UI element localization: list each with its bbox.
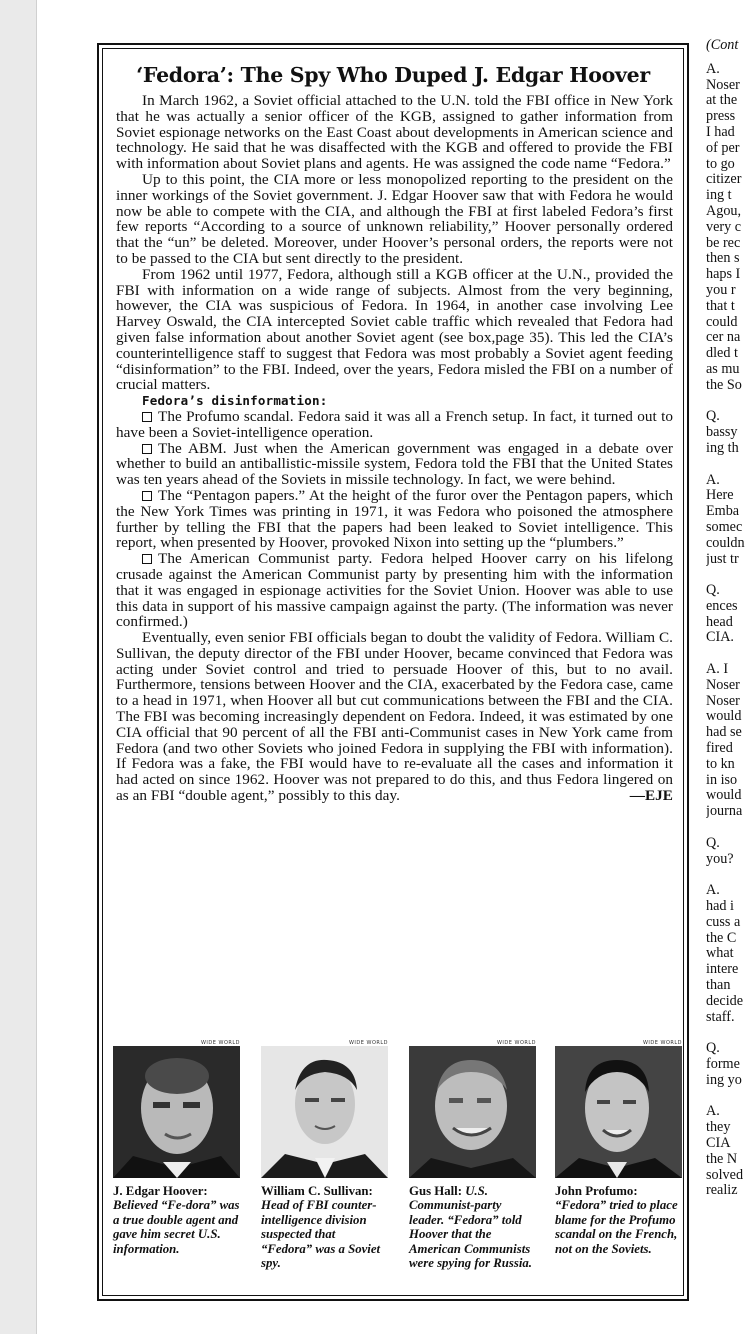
portrait-image	[113, 1046, 240, 1178]
photo-hoover	[113, 1040, 240, 1256]
column-line-fragment: Emba	[706, 503, 740, 520]
column-line-fragment: could	[706, 313, 738, 330]
column-line-fragment: head	[706, 613, 733, 630]
column-line-fragment: ing yo	[706, 1071, 742, 1088]
column-line-fragment: CIA.	[706, 629, 734, 646]
column-line-fragment: to kn	[706, 755, 735, 772]
column-line-fragment	[706, 1025, 750, 1041]
column-line-fragment: A.	[706, 471, 720, 488]
column-line-fragment: had se	[706, 724, 742, 741]
column-line-fragment: in iso	[706, 771, 738, 788]
caption-name: Gus Hall:	[409, 1184, 462, 1198]
caption-text: Believed “Fe-dora” was a true double agent and gave him secret U.S. information.	[113, 1198, 240, 1256]
viewer-gutter	[0, 0, 37, 1334]
bullet-item	[116, 488, 673, 551]
photo-caption	[261, 1184, 388, 1270]
column-line-fragment: the C	[706, 929, 737, 946]
caption-text: “Fedora” tried to place blame for the Profumo scandal on the French, not on the Soviets.	[555, 1198, 678, 1256]
byline: —EJE	[629, 787, 673, 805]
column-line-fragment: Agou,	[706, 202, 742, 219]
paragraph	[116, 630, 673, 804]
column-line-fragment: they	[706, 1119, 731, 1136]
column-line-fragment: Q.	[706, 1040, 720, 1057]
column-line-fragment: as mu	[706, 360, 740, 377]
column-line-fragment: press	[706, 108, 736, 125]
column-line-fragment	[706, 820, 750, 836]
bullet-text: The “Pentagon papers.” At the height of the furor over the Pentagon papers, which the New York Times was printing in 1971, it was Fedora who poisoned the atmosphere further by telling the FBI that the papers had been leaked to Soviet intelligence. This report, when presented by Hoover, provoked Nixon into setting up the “plumbers.”	[116, 486, 673, 552]
portrait-image	[409, 1046, 536, 1178]
column-line-fragment: intere	[706, 961, 739, 978]
column-line-fragment	[706, 457, 750, 473]
photo-credit: WIDE WORLD	[496, 1040, 536, 1046]
photo-credit: WIDE WORLD	[642, 1040, 682, 1046]
caption-name: J. Edgar Hoover:	[113, 1184, 208, 1198]
photo-credit: WIDE WORLD	[348, 1040, 388, 1046]
column-line-fragment: the So	[706, 376, 742, 393]
column-line-fragment: cer na	[706, 329, 741, 346]
checkbox-bullet-icon	[142, 444, 152, 454]
column-line-fragment: just tr	[706, 550, 739, 567]
checkbox-bullet-icon	[142, 491, 152, 501]
column-line-fragment: then s	[706, 250, 740, 267]
paragraph: From 1962 until 1977, Fedora, although still a KGB officer at the U.N., provided the FBI with information on a wide range of subjects. Almost from the very beginning, however, the CIA was suspicious of Fedora. In 1964, in another case involving Lee Harvey Oswald, the CIA intercepted Soviet cable traffic which revealed that Fedora had given false information about another Soviet agent (see box,page 35). This led the CIA’s counterintelligence staff to suggest that Fedora was most probably a Soviet agent feeding “disinformation” to the FBI. Indeed, over the years, Fedora misled the FBI on a number of crucial matters.	[116, 265, 673, 394]
checkbox-bullet-icon	[142, 554, 152, 564]
column-line-fragment: ences	[706, 597, 738, 614]
column-line-fragment: Q.	[706, 582, 720, 599]
column-line-fragment: solved	[706, 1166, 744, 1183]
column-line-fragment: journa	[706, 803, 743, 820]
column-line-fragment: of per	[706, 139, 740, 156]
column-line-fragment	[706, 1089, 750, 1105]
column-line-fragment: the N	[706, 1150, 738, 1167]
column-line-fragment: be rec	[706, 234, 741, 251]
bullet-item	[116, 441, 673, 488]
photo-profumo	[555, 1040, 682, 1256]
column-line-fragment: that t	[706, 297, 735, 314]
column-line-fragment: Q.	[706, 834, 720, 851]
column-line-fragment: haps I	[706, 266, 741, 283]
photo-strip	[113, 1040, 683, 1290]
bullet-text: The Profumo scandal. Fedora said it was all a French setup. In fact, it turned out to have been a Soviet-intelligence operation.	[116, 407, 673, 441]
photo-hall	[409, 1040, 536, 1270]
column-line-fragment	[706, 394, 750, 410]
column-line-fragment: forme	[706, 1056, 740, 1072]
column-line-fragment: Noser	[706, 692, 740, 709]
column-line-fragment: than	[706, 977, 731, 994]
column-line-fragment	[706, 646, 750, 662]
checkbox-bullet-icon	[142, 412, 152, 422]
closing-text: Eventually, even senior FBI officials began to doubt the validity of Fedora. William C. Sullivan, the deputy director of the FBI under Hoover, became convinced that Fedora was acting under Soviet control and tried to persuade Hoover of this, but to no avail. Furthermore, tensions between Hoover and the CIA, exacerbated by the Fedora case, came to a head in 1971, when Hoover all but cut communications between the FBI and the CIA. The FBI was becoming increasingly dependent on Fedora. Indeed, it was estimated by one CIA official that 90 percent of all the FBI anti-Communist cases in New York came from Fedora (and two other Soviets who joined Fedora in supplying the FBI with information). If Fedora was a fake, the FBI would have to re-evaluate all the cases and information it had acted on since 1962. Hoover was not prepared to do this, and thus Fedora lingered on as an FBI “double agent,” possibly to this day.	[116, 629, 673, 805]
column-line-fragment: to go	[706, 155, 735, 172]
paragraph: Up to this point, the CIA more or less monopolized reporting to the president on the inner workings of the Soviet government. J. Edgar Hoover saw that with Fedora he would now be able to compete with the CIA, and although the FBI at first labeled Fedora’s first few reports “According to a source of unknown reliability,” Hoover personally ordered that the “un” be deleted. Moreover, under Hoover’s personal orders, the reports were not to be passed to the CIA but sent directly to the president.	[116, 170, 673, 267]
column-line-fragment: couldn	[706, 534, 745, 551]
column-line-fragment	[706, 567, 750, 583]
column-line-fragment: cuss a	[706, 913, 741, 930]
column-line-fragment: A. I	[706, 661, 729, 678]
caption-name: William C. Sullivan:	[261, 1184, 373, 1198]
bullet-item	[116, 551, 673, 630]
caption-text: U.S. Communist-party leader. “Fedora” told Hoover that the American Communists were spying for Russia.	[409, 1184, 533, 1271]
column-line-fragment: somec	[706, 518, 743, 535]
bullet-text: The American Communist party. Fedora helped Hoover carry on his lifelong crusade against the American Communist party by presenting him with the information that it was engaged in espionage activities for the Soviet Union. Hoover was able to use this data in support of his massive campaign against the party. (The information was never confirmed.)	[116, 550, 673, 631]
column-line-fragment	[706, 867, 750, 883]
column-line-fragment: ing t	[706, 187, 732, 204]
column-line-fragment: would	[706, 708, 742, 725]
column-line-fragment: Noser	[706, 76, 740, 93]
column-line-fragment: realiz	[706, 1182, 738, 1199]
bullet-item	[116, 409, 673, 441]
column-line-fragment: decide	[706, 992, 744, 1009]
column-line-fragment: CIA	[706, 1134, 731, 1151]
photo-caption	[113, 1184, 240, 1256]
column-line-fragment: citizer	[706, 171, 742, 188]
continued-label: (Cont	[706, 38, 739, 53]
subhead: Fedora’s disinformation:	[142, 393, 328, 409]
column-line-fragment: ing th	[706, 439, 739, 456]
portrait-image	[555, 1046, 682, 1178]
column-line-fragment: you r	[706, 281, 736, 298]
column-line-fragment: at the	[706, 92, 738, 109]
column-line-fragment: A.	[706, 60, 720, 77]
column-line-fragment: staff.	[706, 1008, 735, 1025]
column-line-fragment: would	[706, 787, 742, 804]
column-line-fragment: Q.	[706, 408, 720, 425]
column-line-fragment: you?	[706, 850, 734, 867]
column-line-fragment: A.	[706, 882, 720, 899]
caption-text: Head of FBI counter-intelligence division suspected that “Fedora” was a Soviet spy.	[261, 1198, 381, 1271]
paragraph: In March 1962, a Soviet official attached to the U.N. told the FBI office in New York that he was actually a senior officer of the KGB, assigned to gather information from Soviet espionage networks on the East Coast about developments in American science and technology. He said that he was disaffected with the KGB and offered to provide the FBI with information about Soviet plans and agents. He was assigned the code name “Fedora.”	[116, 92, 673, 173]
column-line-fragment: dled t	[706, 345, 738, 362]
column-line-fragment: fired	[706, 740, 733, 757]
photo-caption	[409, 1184, 536, 1270]
column-line-fragment: Here	[706, 487, 734, 504]
column-line-fragment: bassy	[706, 424, 738, 441]
column-line-fragment: very c	[706, 218, 742, 235]
adjacent-column-text	[706, 38, 750, 1199]
article-headline: ‘Fedora’: The Spy Who Duped J. Edgar Hoover	[136, 63, 650, 87]
column-line-fragment: I had	[706, 123, 735, 140]
photo-credit: WIDE WORLD	[200, 1040, 240, 1046]
caption-name: John Profumo:	[555, 1184, 638, 1198]
photo-sullivan	[261, 1040, 388, 1270]
column-line-fragment: Noser	[706, 676, 740, 693]
column-line-fragment: had i	[706, 898, 734, 915]
article-body	[116, 93, 673, 804]
column-line-fragment: A.	[706, 1103, 720, 1120]
bullet-text: The ABM. Just when the American government was engaged in a debate over whether to build an antiballistic-missile system, Fedora told the FBI that the United States was ten years ahead of the Soviets in missile technology. In fact, we were behind.	[116, 439, 673, 489]
column-line-fragment: what	[706, 945, 734, 962]
photo-caption	[555, 1184, 682, 1256]
portrait-image	[261, 1046, 388, 1178]
